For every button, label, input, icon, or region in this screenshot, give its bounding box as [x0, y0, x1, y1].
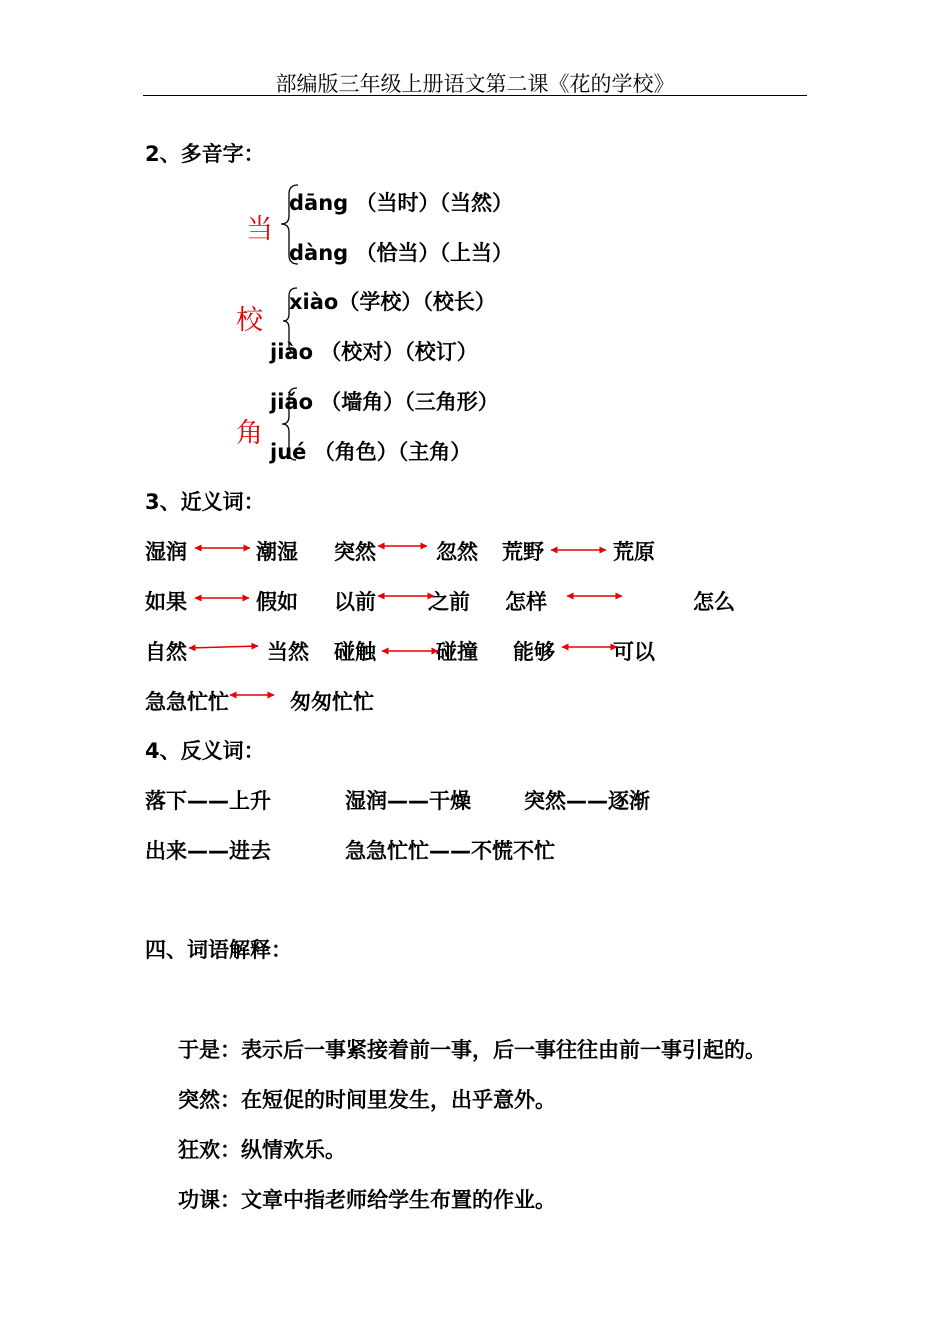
synonym-word: 之前: [428, 590, 470, 614]
antonym-pair: 出来——进去: [145, 839, 271, 863]
antonyms-heading: 4、反义词：: [145, 739, 265, 763]
synonym-word: 可以: [613, 640, 655, 664]
synonym-word: 忽然: [436, 540, 478, 564]
synonym-word: 怎么: [693, 590, 735, 614]
page-header-title: 部编版三年级上册语文第二课《花的学校》: [275, 72, 675, 96]
synonym-word: 当然: [267, 640, 309, 664]
synonym-word: 怎样: [505, 590, 547, 614]
synonym-word: 湿润: [145, 540, 187, 564]
synonym-word: 如果: [145, 590, 187, 614]
antonym-pair: 落下——上升: [145, 789, 271, 813]
poly-char-xiao: 校: [236, 305, 263, 336]
poly-char-dang: 当: [246, 214, 273, 245]
synonym-word: 急急忙忙: [145, 690, 229, 714]
poly-char-jiao: 角: [236, 418, 263, 449]
brace-xiao: [283, 288, 297, 353]
definitions-heading: 四、词语解释：: [145, 938, 292, 962]
poly-reading-jiao-2: jué （角色）（主角）: [270, 440, 472, 464]
synonym-word: 碰撞: [436, 640, 478, 664]
antonym-pair: 急急忙忙——不慌不忙: [345, 839, 555, 863]
synonym-word: 自然: [145, 640, 187, 664]
polyphonic-heading: 2、多音字：: [145, 142, 265, 166]
brace-dang: [281, 185, 298, 264]
brace-jiao: [282, 388, 297, 460]
synonym-word: 荒野: [502, 540, 544, 564]
synonym-word: 能够: [513, 640, 555, 664]
poly-reading-dang-2: dàng （恰当）（上当）: [289, 241, 513, 265]
synonym-word: 荒原: [613, 540, 655, 564]
synonyms-heading: 3、近义词：: [145, 490, 265, 514]
synonym-word: 以前: [334, 590, 376, 614]
synonym-arrow: [189, 646, 258, 648]
definition-item: 狂欢：纵情欢乐。: [178, 1138, 346, 1162]
antonym-pair: 突然——逐渐: [524, 789, 650, 813]
poly-reading-xiao-2: jiào （校对）（校订）: [270, 340, 478, 364]
poly-reading-jiao-1: jiǎo （墙角）（三角形）: [270, 390, 499, 414]
synonym-word: 突然: [334, 540, 376, 564]
synonym-word: 潮湿: [256, 540, 298, 564]
synonym-word: 假如: [256, 590, 298, 614]
synonym-word: 碰触: [334, 640, 376, 664]
poly-reading-xiao-1: xiào（学校）（校长）: [289, 290, 496, 314]
poly-reading-dang-1: dāng （当时）（当然）: [289, 191, 513, 215]
antonym-pair: 湿润——干燥: [345, 789, 471, 813]
synonym-word: 匆匆忙忙: [290, 690, 374, 714]
definition-item: 于是：表示后一事紧接着前一事，后一事往往由前一事引起的。: [178, 1038, 766, 1062]
definition-item: 功课：文章中指老师给学生布置的作业。: [178, 1188, 556, 1212]
definition-item: 突然：在短促的时间里发生，出乎意外。: [178, 1088, 556, 1112]
